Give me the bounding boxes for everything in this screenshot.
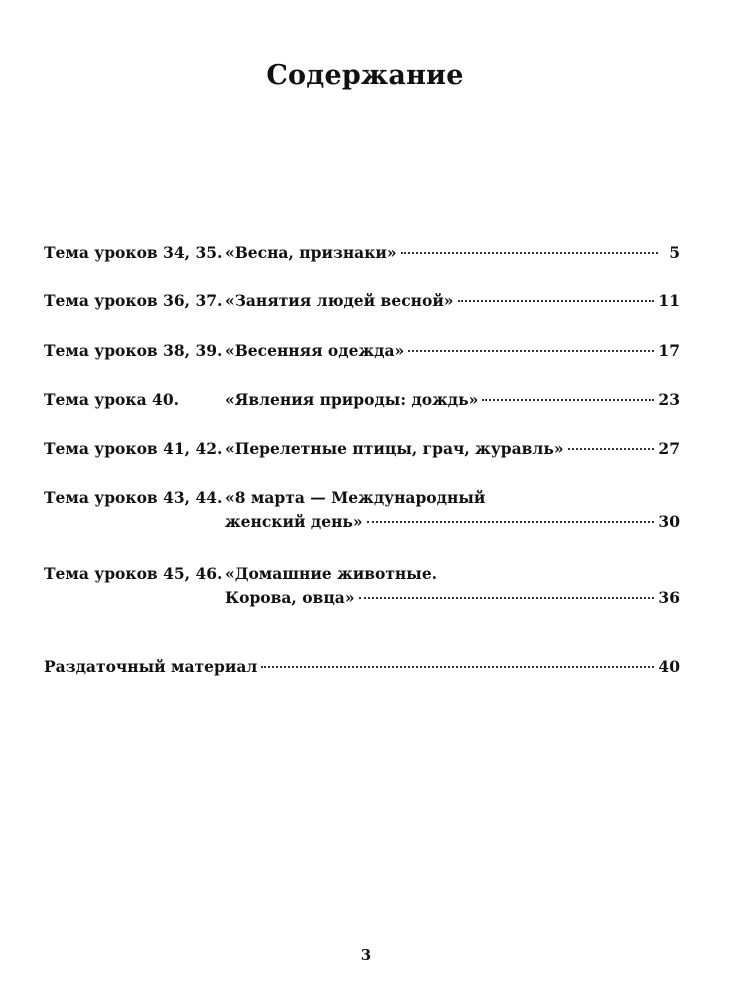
dot-leader xyxy=(359,597,655,599)
entry-title: «Явления природы: дождь» xyxy=(225,390,479,409)
entry-title-line xyxy=(225,339,680,363)
handout-title: Раздаточный материал xyxy=(44,657,258,676)
entry-title: «Весна, признаки» xyxy=(225,243,397,262)
page-number: 3 xyxy=(360,946,372,964)
entry-title-line xyxy=(225,289,680,313)
dot-leader xyxy=(261,666,654,668)
entry-title-line xyxy=(225,562,680,586)
entry-title-line-2 xyxy=(225,586,680,610)
entry-label: Тема уроков 34, 35. xyxy=(44,243,223,262)
entry-title-continued: Корова, овца» xyxy=(225,588,355,607)
dot-leader xyxy=(482,399,654,401)
entry-page-number: 27 xyxy=(658,439,680,458)
entry-label: Тема уроков 36, 37. xyxy=(44,291,223,310)
entry-title: «Весенняя одежда» xyxy=(225,341,405,360)
page-title: Содержание xyxy=(266,60,464,91)
entry-label: Тема уроков 38, 39. xyxy=(44,341,223,360)
entry-label: Тема уроков 43, 44. xyxy=(44,488,223,507)
entry-page-number: 30 xyxy=(658,512,680,531)
entry-page-number: 5 xyxy=(669,243,680,262)
entry-page-number: 17 xyxy=(658,341,680,360)
dot-leader xyxy=(568,448,655,450)
entry-title: «Занятия людей весной» xyxy=(225,291,454,310)
entry-label: Тема уроков 41, 42. xyxy=(44,439,223,458)
entry-page-number: 36 xyxy=(658,588,680,607)
entry-title-line xyxy=(44,655,680,679)
entry-title-line xyxy=(225,437,680,461)
dot-leader xyxy=(458,300,655,302)
entry-title-line xyxy=(225,388,680,412)
entry-page-number: 23 xyxy=(658,390,680,409)
dot-leader xyxy=(367,521,655,523)
entry-title: «Домашние животные. xyxy=(225,564,438,583)
entry-title: «Перелетные птицы, грач, журавль» xyxy=(225,439,564,458)
entry-title-continued: женский день» xyxy=(225,512,363,531)
dot-leader xyxy=(401,252,658,254)
entry-label: Тема урока 40. xyxy=(44,390,179,409)
entry-page-number: 11 xyxy=(658,291,680,310)
entry-title-line xyxy=(225,241,680,265)
entry-title-line-2 xyxy=(225,510,680,534)
dot-leader xyxy=(408,350,654,352)
entry-label: Тема уроков 45, 46. xyxy=(44,564,223,583)
entry-page-number: 40 xyxy=(658,657,680,676)
entry-title-line xyxy=(225,486,680,510)
entry-title: «8 марта — Международный xyxy=(225,488,486,507)
